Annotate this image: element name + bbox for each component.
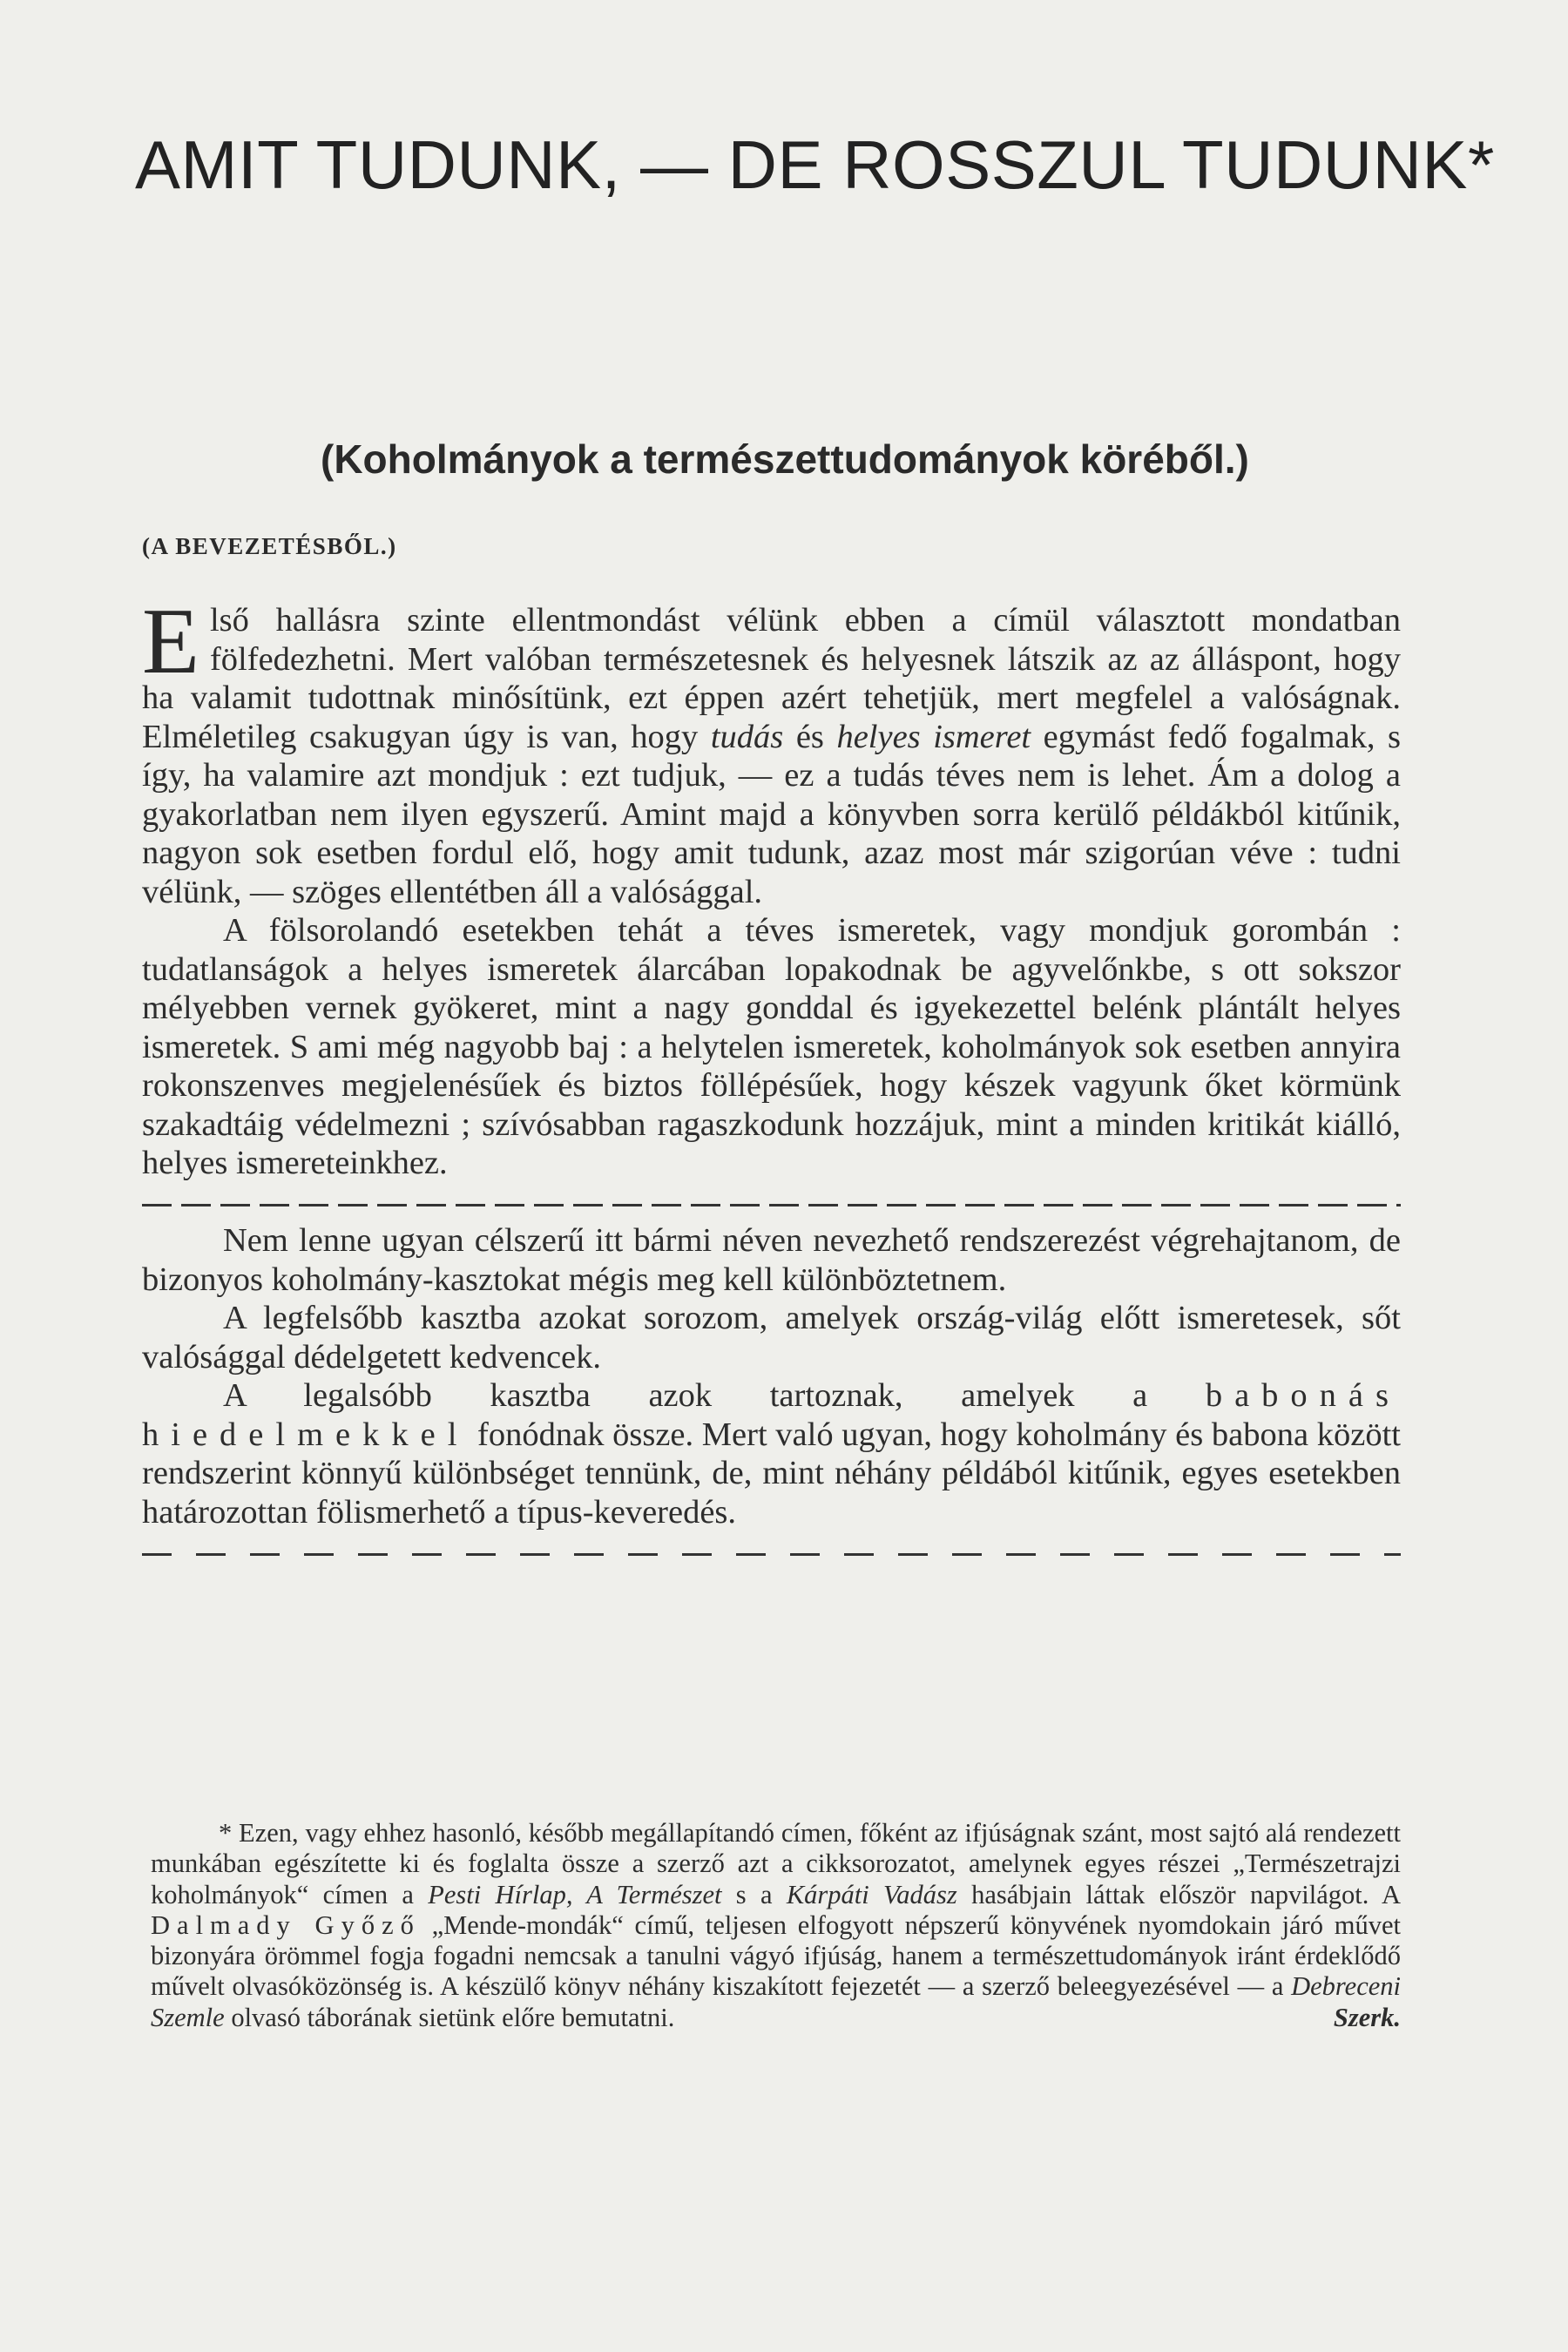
section-label: (A BEVEZETÉSBŐL.) [142, 533, 397, 559]
article-title: AMIT TUDUNK, — DE ROSSZUL TUDUNK* [135, 126, 1495, 203]
dash-separator [142, 1531, 1401, 1571]
footnote: * Ezen, vagy ehhez hasonló, később megállapítandó címen, főként az ifjúságnak szánt, most sajtó alá rendezett munkában egészítette ki és foglalta össze a szerző azt a cikksorozatot, amelynek egyes részei „Természetrajzi koholmányok“ címen a Pesti Hírlap, A Természet s a Kárpáti Vadász hasábjain láttak először napvilágot. A Dalmady Győző „Mende-mondák“ című, teljesen elfogyott népszerű könyvének nyomdokain járó művet bizonyára örömmel fogja fogadni nemcsak a tanulni vágyó ifjúság, hanem a természettudományok iránt érdeklődő művelt olvasóközönség is. A készülő könyv néhány kiszakított fejezetét — a szerző beleegyezésével — a Debreceni Szemle olvasó táborának sietünk előre bemutatni. Szerk. [151, 1818, 1401, 2032]
paragraph-2: A fölsorolandó esetekben tehát a téves ismeretek, vagy mondjuk gorombán : tudatlanságok a helyes ismeretek álarcában lopakodnak be agyvelőnkbe, s ott sokszor mélyebben vernek gyökeret, mint a nagy gonddal és igyekezettel belénk plántált helyes ismeretek. S ami még nagyobb baj : a helytelen ismeretek, koholmányok sok esetben annyira rokonszenves megjelenésűek és biztos föllépésűek, hogy készek vagyunk őket körmünk szakadtáig védelmezni ; szívósabban ragaszkodunk hozzájuk, mint a minden kritikát kiálló, helyes ismereteinkhez. [142, 912, 1401, 1181]
paragraph-4: A legfelsőbb kasztba azokat sorozom, amelyek ország-világ előtt ismeretesek, sőt valósággal dédelgetett kedvencek. [142, 1300, 1401, 1375]
paragraph-3: Nem lenne ugyan célszerű itt bármi néven nevezhető rendszerezést végrehajtanom, de bizonyos koholmány-kasztokat mégis meg kell különböztetnem. [142, 1222, 1401, 1298]
dash-separator [142, 1183, 1401, 1222]
paragraph-1: Első hallásra szinte ellentmondást vélünk ebben a címül választott mondatban fölfedezhetni. Mert valóban természetesnek és helyesnek látszik az az álláspont, hogy ha valamit tudottnak minősítünk, ezt éppen azért tehetjük, mert megfelel a valóságnak. Elméletileg csakugyan úgy is van, hogy tudás és helyes ismeret egymást fedő fogalmak, s így, ha valamire azt mondjuk : ezt tudjuk, — ez a tudás téves nem is lehet. Ám a dolog a gyakorlatban nem ilyen egyszerű. Amint majd a könyvben sorra kerülő példákból kitűnik, nagyon sok esetben fordul elő, hogy amit tudunk, azaz most már szigorúan véve : tudni vélünk, — szöges ellentétben áll a valósággal. [142, 590, 1401, 910]
article-subtitle: (Koholmányok a természettudományok köréből.) [321, 436, 1249, 482]
article-body [142, 590, 1401, 1571]
editor-signature: Szerk. [1333, 2002, 1401, 2032]
paragraph-5: A legalsóbb kasztba azok tartoznak, amelyek a babonás hiedelmekkel fonódnak össze. Mert való ugyan, hogy koholmány és babona között rendszerint könnyű különbséget tennünk, de, mint néhány példából kitűnik, egyes esetekben határozottan fölismerhető a típus-keveredés. [142, 1377, 1401, 1531]
drop-cap: E [142, 590, 199, 693]
